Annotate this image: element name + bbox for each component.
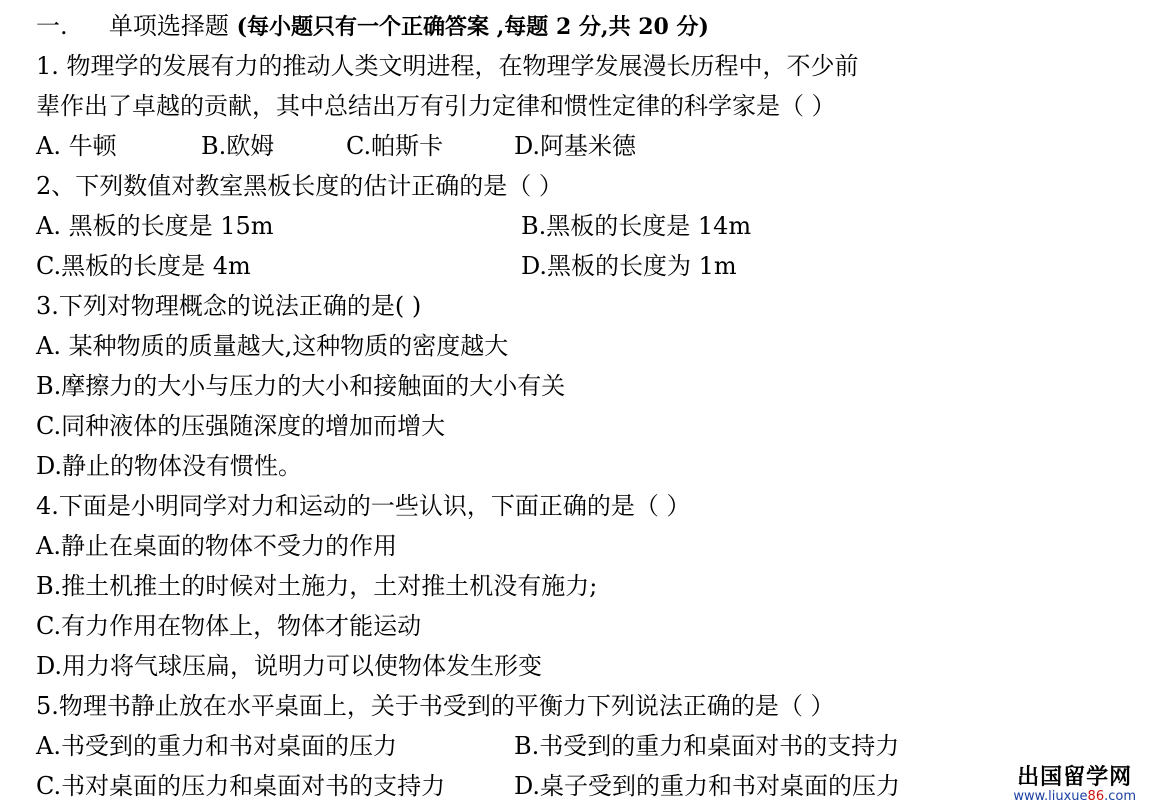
question-5-option-d[interactable]: D.桌子受到的重力和书对桌面的压力 xyxy=(514,772,901,800)
question-5-stem: 5.物理书静止放在水平桌面上，关于书受到的平衡力下列说法正确的是（ ） xyxy=(36,692,835,720)
question-2-option-b[interactable]: B.黑板的长度是 14m xyxy=(521,212,752,240)
site-watermark xyxy=(1013,766,1136,804)
question-3-option-a[interactable]: A. 某种物质的质量越大,这种物质的密度越大 xyxy=(36,332,509,360)
question-3-option-b[interactable]: B.摩擦力的大小与压力的大小和接触面的大小有关 xyxy=(36,372,566,400)
question-5-options-row-1 xyxy=(36,726,1136,766)
question-5-options-row-2 xyxy=(36,766,1136,806)
question-1-option-b[interactable]: B.欧姆 xyxy=(201,132,275,160)
question-4-option-b[interactable]: B.推土机推土的时候对土施力，土对推土机没有施力; xyxy=(36,572,598,600)
question-1-option-c[interactable]: C.帕斯卡 xyxy=(346,132,444,160)
question-1-options xyxy=(36,126,1136,166)
question-5-option-a[interactable]: A.书受到的重力和书对桌面的压力 xyxy=(36,732,397,760)
question-2-option-c[interactable]: C.黑板的长度是 4m xyxy=(36,252,251,280)
question-2-options-row-2 xyxy=(36,246,1136,286)
watermark-url-prefix: www.liuxue xyxy=(1013,789,1088,804)
section-title: 单项选择题 xyxy=(108,12,229,40)
question-5-option-c[interactable]: C.书对桌面的压力和桌面对书的支持力 xyxy=(36,772,446,800)
question-4-option-d[interactable]: D.用力将气球压扁，说明力可以使物体发生形变 xyxy=(36,652,543,680)
question-1-option-d[interactable]: D.阿基米德 xyxy=(514,132,637,160)
section-note: (每小题只有一个正确答案 ,每题 2 分,共 20 分) xyxy=(236,14,709,40)
watermark-title: 出国留学网 xyxy=(1017,765,1133,790)
question-1-option-a[interactable]: A. 牛顿 xyxy=(36,132,117,160)
watermark-url-suffix: .com xyxy=(1104,789,1136,804)
question-1-stem-line-1: 1. 物理学的发展有力的推动人类文明进程，在物理学发展漫长历程中，不少前 xyxy=(36,52,859,80)
question-2-option-d[interactable]: D.黑板的长度为 1m xyxy=(521,252,737,280)
section-prefix: 一. xyxy=(36,12,68,40)
question-2-options-row-1 xyxy=(36,206,1136,246)
question-2-stem: 2、下列数值对教室黑板长度的估计正确的是（ ） xyxy=(36,172,563,200)
section-heading xyxy=(36,6,1136,46)
question-3-option-c[interactable]: C.同种液体的压强随深度的增加而增大 xyxy=(36,412,446,440)
question-4-stem: 4.下面是小明同学对力和运动的一些认识，下面正确的是（ ） xyxy=(36,492,691,520)
question-3-stem: 3.下列对物理概念的说法正确的是( ) xyxy=(36,292,422,320)
question-1-stem-line-2: 辈作出了卓越的贡献，其中总结出万有引力定律和惯性定律的科学家是（ ） xyxy=(36,92,836,120)
question-4-option-a[interactable]: A.静止在桌面的物体不受力的作用 xyxy=(36,532,397,560)
question-3-option-d[interactable]: D.静止的物体没有惯性。 xyxy=(36,452,303,480)
question-5-option-b[interactable]: B.书受到的重力和桌面对书的支持力 xyxy=(514,732,900,760)
question-2-option-a[interactable]: A. 黑板的长度是 15m xyxy=(36,212,274,240)
watermark-url-number: 86 xyxy=(1087,789,1105,804)
question-4-option-c[interactable]: C.有力作用在物体上，物体才能运动 xyxy=(36,612,422,640)
exam-page xyxy=(36,6,1136,806)
watermark-url xyxy=(1013,790,1136,804)
